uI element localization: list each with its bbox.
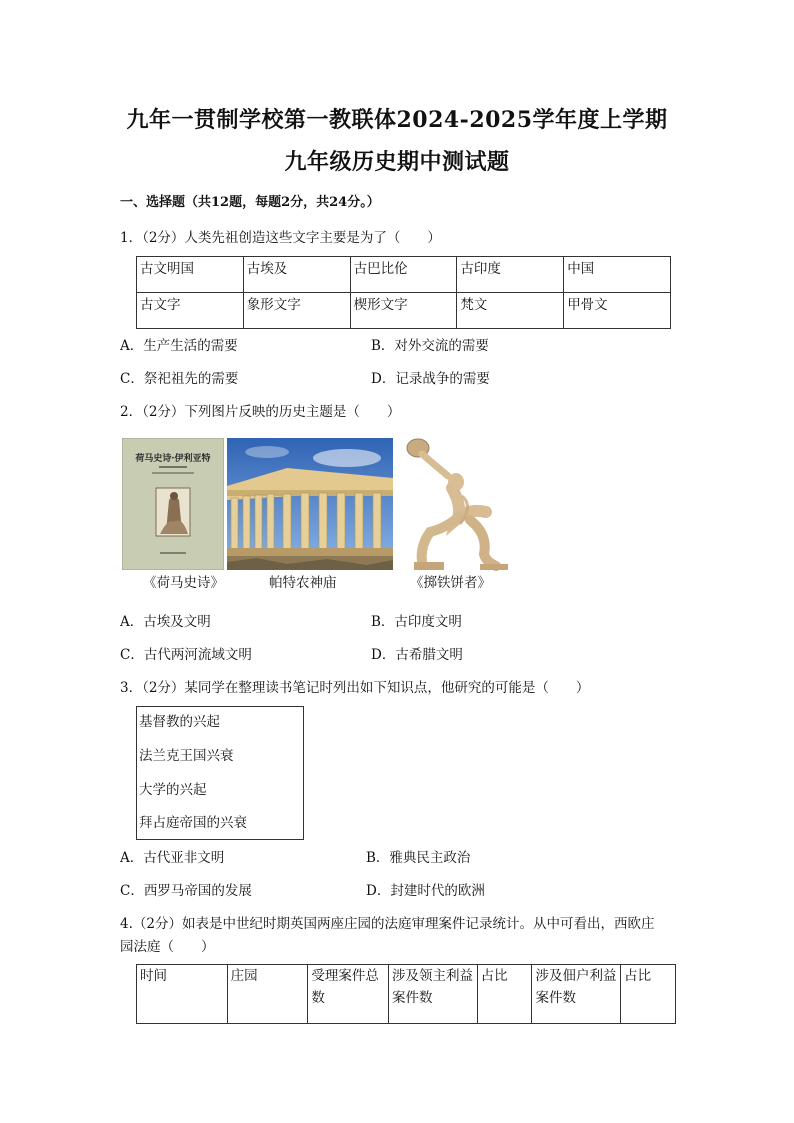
question-4-text-line2: 园法庭（ ） [120, 939, 215, 955]
table-cell: 甲骨文 [564, 293, 671, 329]
question-3-option-a: A．古代亚非文明 [120, 850, 225, 866]
question-1-option-a: A．生产生活的需要 [120, 338, 238, 354]
table-cell: 梵文 [457, 293, 564, 329]
table-row [137, 965, 676, 1024]
table-cell: 中国 [564, 257, 671, 293]
table-cell: 古文明国 [137, 257, 244, 293]
list-item: 拜占庭帝国的兴衰 [139, 815, 247, 831]
parthenon-image [227, 438, 393, 570]
book-title: 荷马史诗·伊利亚特 [135, 454, 211, 464]
table-cell: 古巴比伦 [350, 257, 457, 293]
question-2-text: 2．（2分）下列图片反映的历史主题是（ ） [120, 404, 401, 420]
discobolus-statue-image [400, 436, 512, 572]
table-header-cell: 受理案件总数 [308, 965, 389, 1024]
question-2-option-c: C．古代两河流域文明 [120, 647, 252, 663]
question-3-option-d: D．封建时代的欧洲 [366, 883, 485, 899]
question-1-text: 1．（2分）人类先祖创造这些文字主要是为了（ ） [120, 230, 441, 246]
homer-epic-book-image [122, 438, 224, 570]
list-item: 基督教的兴起 [139, 714, 220, 730]
table-header-cell: 占比 [477, 965, 532, 1024]
question-1-option-d: D．记录战争的需要 [371, 371, 490, 387]
caption-discobolus: 《掷铁饼者》 [410, 575, 491, 591]
section-heading: 一、选择题（共12题，每题2分，共24分。） [120, 195, 380, 210]
list-item: 法兰克王国兴衰 [139, 748, 234, 764]
table-cell: 古文字 [137, 293, 244, 329]
table-header-cell: 占比 [621, 965, 676, 1024]
question-2-option-a: A．古埃及文明 [120, 614, 211, 630]
table-row [137, 257, 671, 293]
table-cell: 楔形文字 [350, 293, 457, 329]
question-2-option-b: B．古印度文明 [371, 614, 462, 630]
question-3-option-c: C．西罗马帝国的发展 [120, 883, 252, 899]
question-1-option-b: B．对外交流的需要 [371, 338, 489, 354]
table-header-cell: 涉及领主利益案件数 [389, 965, 478, 1024]
table-header-cell: 时间 [137, 965, 228, 1024]
question-4-table [136, 964, 676, 1024]
table-header-cell: 涉及佃户利益案件数 [532, 965, 621, 1024]
table-cell: 古印度 [457, 257, 564, 293]
question-4-text-line1: 4.（2分）如表是中世纪时期英国两座庄园的法庭审理案件记录统计。从中可看出，西欧庄 [120, 916, 655, 932]
question-1-option-c: C．祭祀祖先的需要 [120, 371, 239, 387]
table-header-cell: 庄园 [227, 965, 308, 1024]
question-2-option-d: D．古希腊文明 [371, 647, 463, 663]
question-3-text: 3．（2分）某同学在整理读书笔记时列出如下知识点，他研究的可能是（ ） [120, 680, 590, 696]
question-3-notes-box [136, 706, 304, 840]
caption-homer-epic: 《荷马史诗》 [143, 575, 224, 591]
question-3-option-b: B．雅典民主政治 [366, 850, 471, 866]
table-cell: 象形文字 [243, 293, 350, 329]
exam-title-line1: 九年一贯制学校第一教联体2024-2025学年度上学期 [126, 107, 668, 133]
table-row [137, 293, 671, 329]
table-cell: 古埃及 [243, 257, 350, 293]
exam-title-line2: 九年级历史期中测试题 [284, 149, 510, 175]
caption-parthenon: 帕特农神庙 [269, 575, 337, 591]
question-1-table [136, 256, 671, 329]
list-item: 大学的兴起 [139, 782, 207, 798]
